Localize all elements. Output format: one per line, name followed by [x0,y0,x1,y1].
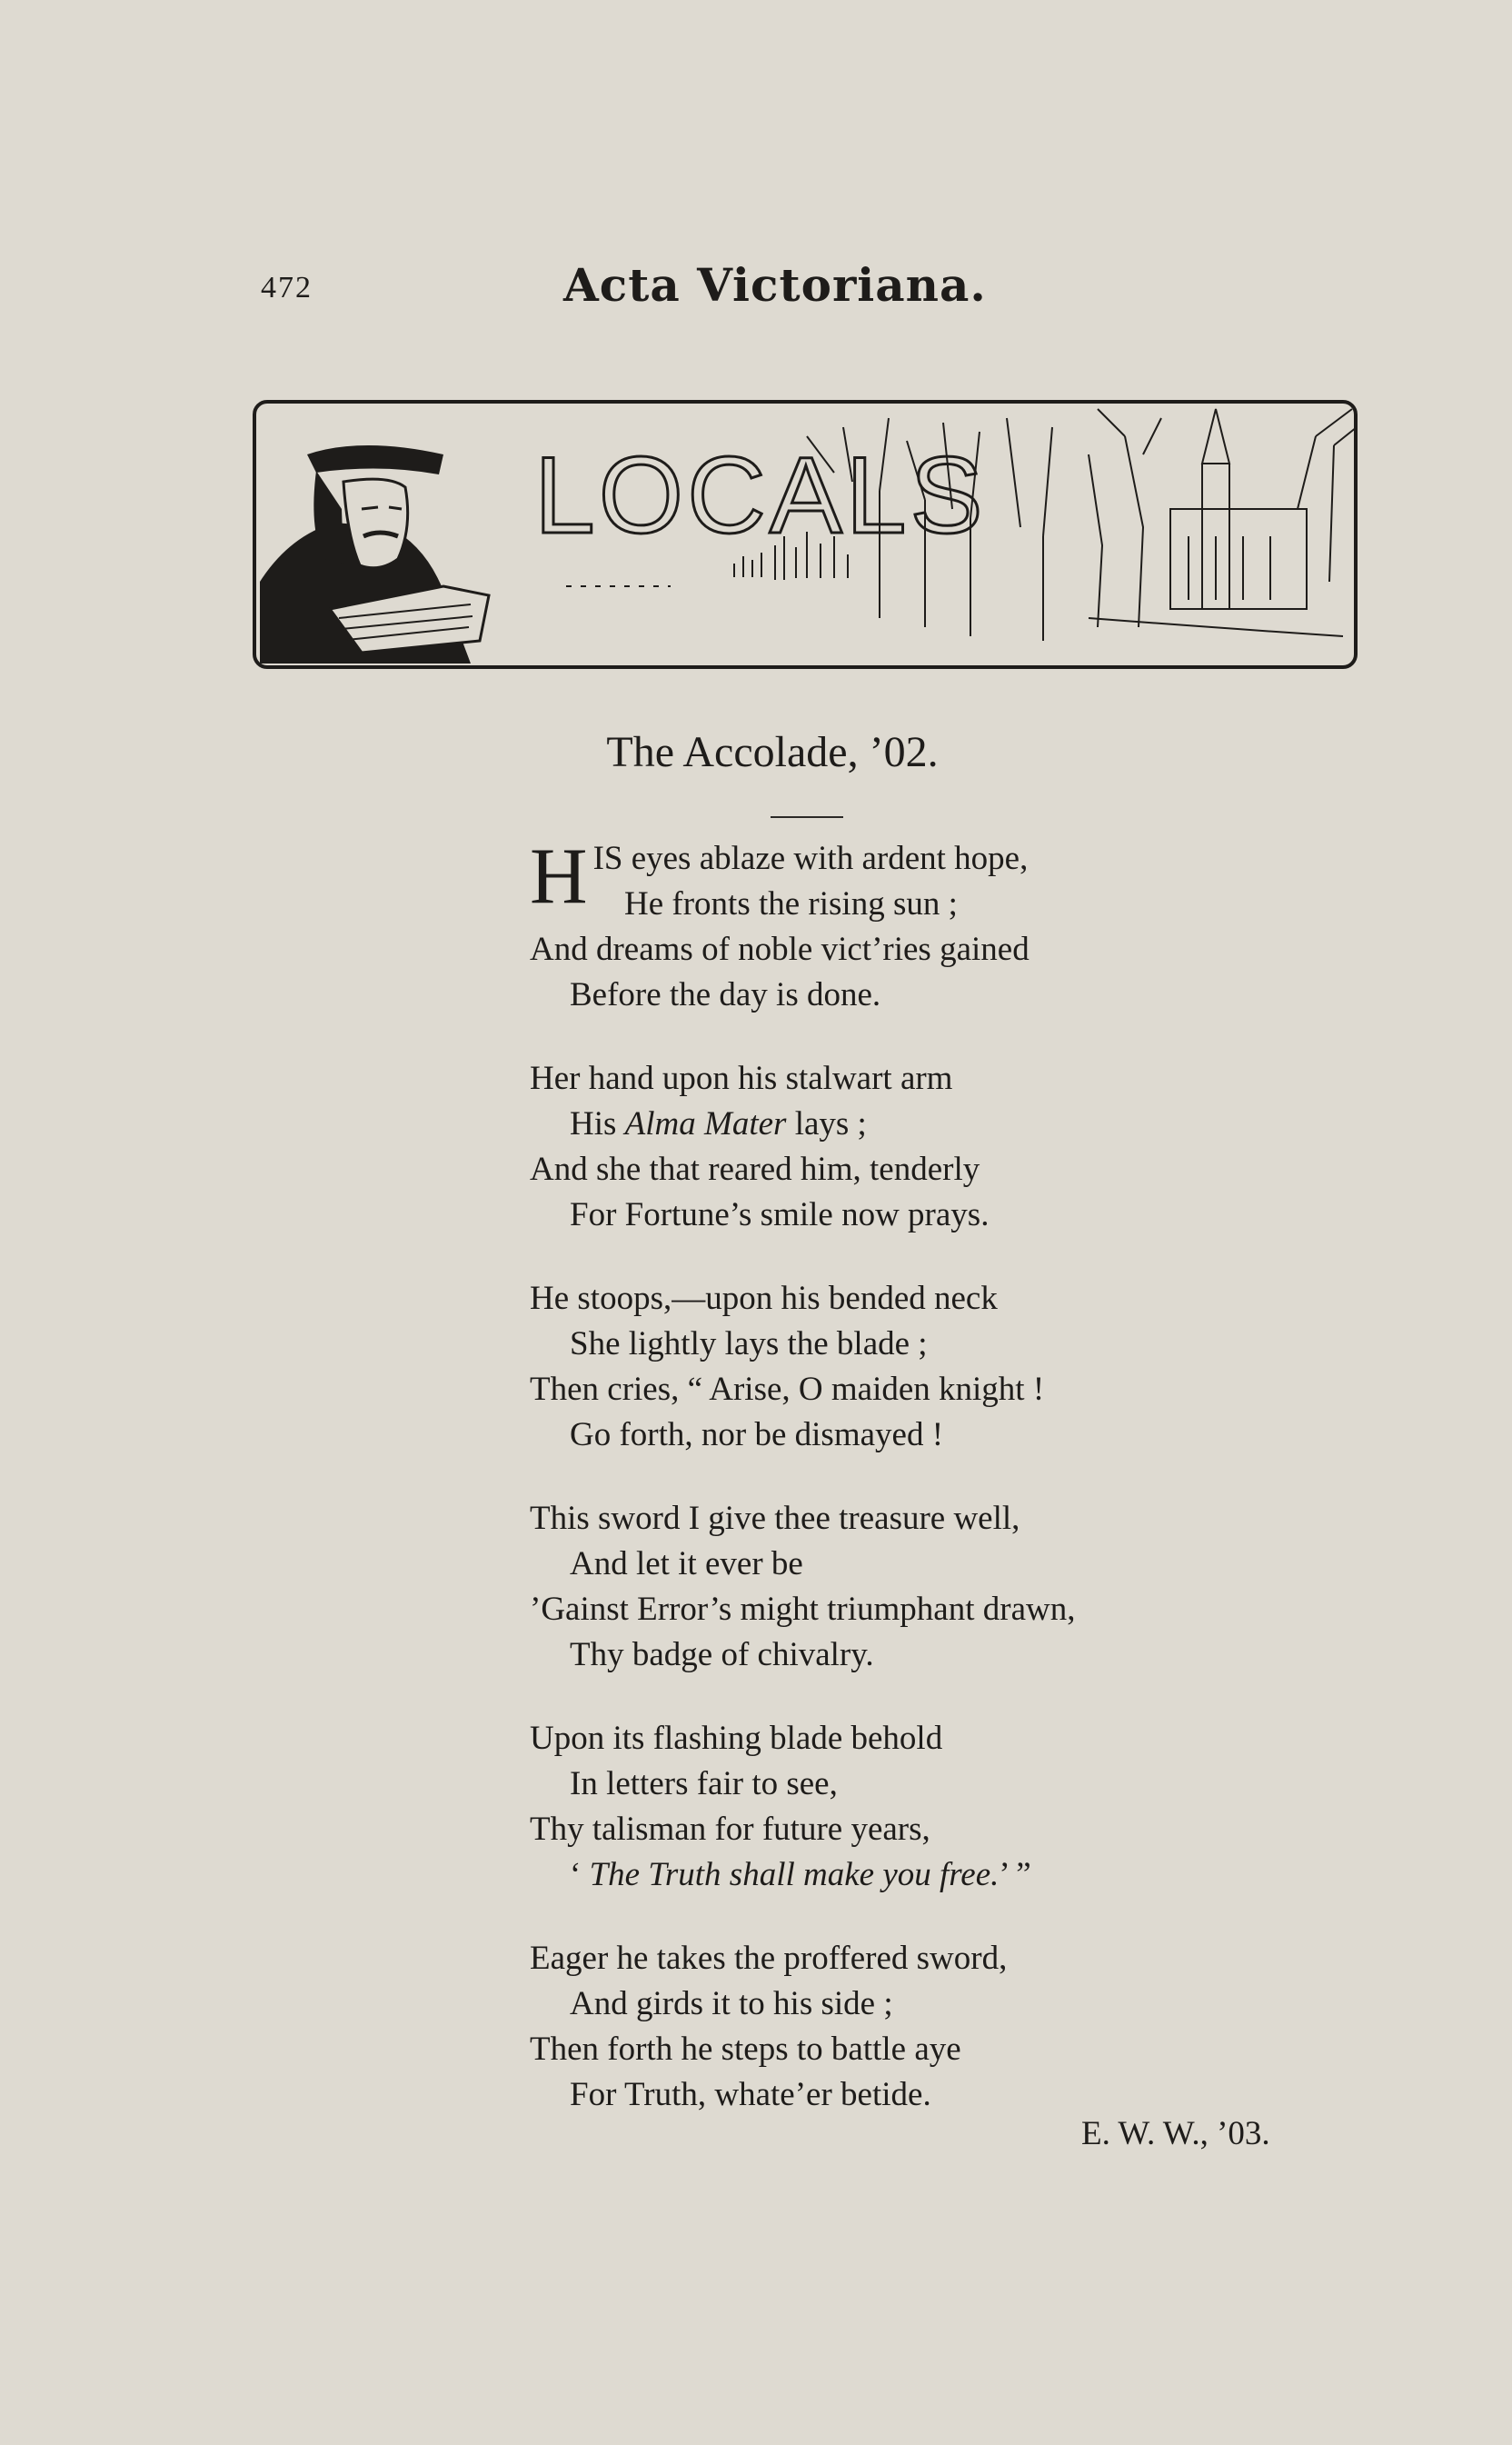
poem-line: She lightly lays the blade ; [570,1325,928,1362]
poem-line: And girds it to his side ; [570,1985,893,2022]
line-text: IS eyes ablaze with ardent hope, [592,840,1029,877]
title-rule [771,816,843,818]
drop-cap: H [530,833,588,921]
stanza-1 [530,833,1220,1018]
poem-line: Thy talisman for future years, [530,1811,930,1848]
poem-line: This sword I give thee treasure well, [530,1500,1020,1537]
line-text: ‘ [570,1856,590,1893]
poem-line: Her hand upon his stalwart arm [530,1060,953,1097]
page-number: 472 [261,271,313,304]
poem-line: Then forth he steps to battle aye [530,2031,961,2068]
line-text: His [570,1105,625,1143]
stanza-5 [530,1716,1220,1898]
locals-banner [253,400,1359,671]
author-signature: E. W. W., ’03. [1081,2115,1270,2152]
poem-line: Then cries, “ Arise, O maiden knight ! [530,1371,1045,1408]
poem-body [530,833,1220,2118]
poem-line: Upon its flashing blade behold [530,1720,943,1757]
poem-line: And let it ever be [570,1545,803,1582]
poem-line [530,1102,1220,1147]
italic-phrase: Alma Mater [624,1105,787,1143]
line-text: lays ; [786,1105,867,1143]
stanza-6 [530,1936,1220,2118]
italic-phrase: The Truth shall make you free. [589,1856,1000,1893]
stanza-2 [530,1056,1220,1238]
poem-title: The Accolade, ’02. [606,728,939,776]
poem-line: Before the day is done. [570,976,881,1013]
poem-line: In letters fair to see, [570,1765,838,1802]
stanza-4 [530,1496,1220,1678]
banner-title: LOCALS [534,434,987,556]
scholar-figure [260,445,489,664]
poem-line: ’Gainst Error’s might triumphant drawn, [530,1591,1076,1628]
poem-line: He fronts the rising sun ; [624,885,958,923]
poem-line: Thy badge of chivalry. [570,1636,874,1673]
poem-line: And dreams of noble vict’ries gained [530,931,1030,968]
poem-line: And she that reared him, tenderly [530,1151,980,1188]
stanza-3 [530,1276,1220,1458]
poem-line: For Truth, whate’er betide. [570,2076,931,2113]
poem-line: Go forth, nor be dismayed ! [570,1416,944,1453]
poem-line: He stoops,—upon his bended neck [530,1280,998,1317]
poem-line: Eager he takes the proffered sword, [530,1940,1008,1977]
poem-line: For Fortune’s smile now prays. [570,1196,990,1233]
running-head: Acta Victoriana. [563,258,987,312]
banner-illustration [253,400,1359,671]
line-text: ’ ” [999,1856,1031,1893]
poem-line [530,1852,1220,1898]
